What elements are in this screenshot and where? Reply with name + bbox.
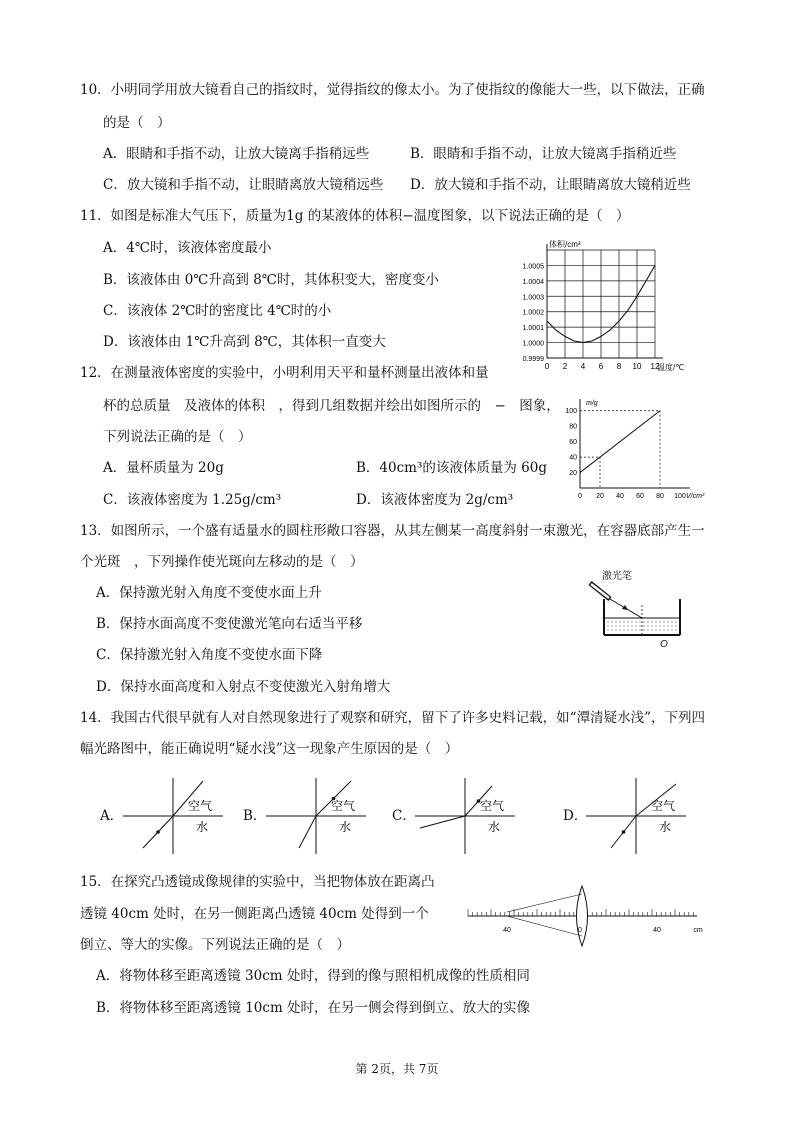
q13-option-d: D．保持水面高度和入射点不变使激光入射角增大 [96, 679, 391, 695]
air-label: 空气 [331, 799, 356, 813]
q13-stem-line2: 个光斑 ，下列操作使光斑向左移动的是（ ） [80, 554, 364, 570]
mass-line [580, 411, 660, 473]
q13-option-b: B．保持水面高度不变使激光笔向右适当平移 [96, 616, 363, 632]
y-tick-label: 1.0004 [522, 278, 544, 286]
q15-stem-line2: 透镜 40cm 处时，在另一侧距离凸透镜 40cm 处得到一个 [80, 906, 429, 922]
water-label: 水 [339, 820, 352, 834]
x-tick-label: 6 [598, 362, 604, 371]
x-tick-label: 0 [544, 362, 550, 371]
q11-option-a: A．4℃时，该液体密度最小 [103, 240, 272, 256]
air-label: 空气 [188, 799, 213, 813]
y-tick-label: 1.0001 [522, 325, 544, 333]
q12-option-d: D．该液体密度为 2g/cm³ [356, 492, 514, 508]
mass-volume-chart [560, 395, 730, 500]
light-path-diagram [118, 776, 228, 856]
q15-stem-line1: 15．在探究凸透镜成像规律的实验中，当把物体放在距离凸 [80, 874, 435, 890]
y-tick-label: 20 [569, 470, 577, 478]
water-label: 水 [659, 820, 672, 834]
x-tick-label: 20 [596, 493, 604, 500]
x-axis-label: 温度/℃ [657, 363, 685, 372]
spot-o-label: O [660, 639, 668, 650]
q10-option-a: A．眼睛和手指不动，让放大镜离手指稍远些 [103, 146, 370, 162]
air-label: 空气 [651, 799, 676, 813]
volume-temperature-chart [505, 238, 685, 378]
q14-option-label: B． [243, 808, 267, 824]
y-tick-label: 1.0005 [522, 263, 544, 271]
ray-line [507, 894, 582, 912]
x-tick-label: 80 [656, 493, 664, 500]
y-tick-label: 60 [569, 439, 577, 447]
light-path-diagram [581, 776, 691, 856]
q13-option-c: C．保持激光射入角度不变使水面下降 [96, 647, 323, 663]
laser-container-figure [580, 565, 690, 650]
y-tick-label: 40 [569, 454, 577, 462]
q12-stem-line1: 12．在测量液体密度的实验中，小明利用天平和量杯测量出液体和量 [80, 365, 489, 381]
x-tick-label: 10 [632, 362, 642, 371]
q10-stem-line2: 的是（ ） [103, 115, 171, 131]
x-axis-label: V/cm³ [686, 493, 705, 500]
ruler-label: 0 [578, 927, 582, 934]
x-tick-label: 60 [636, 493, 644, 500]
container [604, 599, 680, 635]
ruler-label: 40 [503, 927, 511, 934]
y-tick-label: 100 [565, 408, 577, 416]
x-tick-label: 4 [580, 362, 586, 371]
q11-option-b: B．该液体由 0℃升高到 8℃时，其体积变大，密度变小 [103, 272, 439, 288]
water-label: 水 [196, 820, 209, 834]
q11-option-d: D．该液体由 1℃升高到 8℃，其体积一直变大 [103, 334, 386, 350]
q12-option-a: A．量杯质量为 20g [103, 460, 224, 476]
light-ray [299, 816, 316, 848]
q15-option-a: A．将物体移至距离透镜 30cm 处时，得到的像与照相机成像的性质相同 [96, 968, 530, 984]
x-tick-label: 12 [650, 362, 660, 371]
air-label: 空气 [480, 799, 505, 813]
page-footer: 第 2页，共 7页 [355, 1062, 439, 1076]
ray-line [507, 916, 582, 936]
q12-stem-line2: 杯的总质量 及液体的体积 ，得到几组数据并绘出如图所示的 − 图象， [103, 398, 560, 414]
q15-option-b: B．将物体移至距离透镜 10cm 处时，在另一侧会得到倒立、放大的实像 [96, 1000, 531, 1016]
q14-stem-line1: 14．我国古代很早就有人对自然现象进行了观察和研究，留下了许多史料记载，如“潭清疑水浅”，下列四 [80, 710, 705, 726]
y-tick-label: 1.0000 [522, 340, 544, 348]
q15-stem-line3: 倒立、等大的实像。下列说法正确的是（ ） [80, 937, 350, 953]
ray-arrow-icon [156, 830, 160, 834]
q12-stem-line3: 下列说法正确的是（ ） [103, 429, 252, 445]
y-axis-label: 体积/cm³ [549, 240, 581, 249]
light-ray [420, 816, 465, 828]
beam-arrow-icon [622, 605, 628, 610]
q13-option-a: A．保持激光射入角度不变使水面上升 [96, 585, 322, 601]
q10-option-d: D．放大镜和手指不动，让眼睛离放大镜稍近些 [410, 177, 691, 193]
lens-ruler-figure [462, 880, 712, 940]
water-label: 水 [488, 820, 501, 834]
y-tick-label: 80 [569, 423, 577, 431]
q11-stem: 11．如图是标准大气压下，质量为1g 的某液体的体积−温度图象，以下说法正确的是（ ） [80, 208, 630, 224]
q14-option-label: D． [563, 808, 588, 824]
q14-option-label: A． [100, 808, 124, 824]
q12-option-b: B．40cm³的该液体质量为 60g [356, 460, 547, 476]
q14-stem-line2: 幅光路图中，能正确说明“疑水浅”这一现象产生原因的是（ ） [80, 741, 459, 757]
laser-pen-icon [590, 583, 610, 599]
x-tick-label: 2 [562, 362, 568, 371]
q10-option-c: C．放大镜和手指不动，让眼睛离放大镜稍远些 [103, 177, 384, 193]
light-path-diagram [410, 776, 520, 856]
y-tick-label: 1.0003 [522, 294, 544, 302]
x-tick-label: 8 [616, 362, 622, 371]
ruler-label: 40 [653, 927, 661, 934]
q11-option-c: C．该液体 2℃时的密度比 4℃时的小 [103, 303, 332, 319]
ray-arrow-icon [622, 830, 626, 834]
light-path-diagram [261, 776, 371, 856]
laser-pen-label: 激光笔 [602, 571, 632, 582]
y-tick-label: 1.0002 [522, 309, 544, 317]
y-axis-label: m/g [586, 400, 598, 407]
q10-stem-line1: 10．小明同学用放大镜看自己的指纹时，觉得指纹的像太小。为了使指纹的像能大一些，以下做法，正确 [80, 82, 705, 98]
q13-stem-line1: 13．如图所示，一个盛有适量水的圆柱形敞口容器，从其左侧某一高度斜射一束激光，在容器底部产生一 [80, 523, 705, 539]
y-tick-label: 0.9999 [522, 356, 544, 363]
x-tick-label: 0 [578, 493, 582, 500]
ruler-label: cm [693, 927, 703, 934]
q14-option-label: C． [392, 808, 416, 824]
x-tick-label: 40 [616, 493, 624, 500]
x-tick-label: 100 [674, 493, 686, 500]
q10-option-b: B．眼睛和手指不动，让放大镜离手指稍近些 [410, 146, 677, 162]
q12-option-c: C．该液体密度为 1.25g/cm³ [103, 492, 282, 508]
